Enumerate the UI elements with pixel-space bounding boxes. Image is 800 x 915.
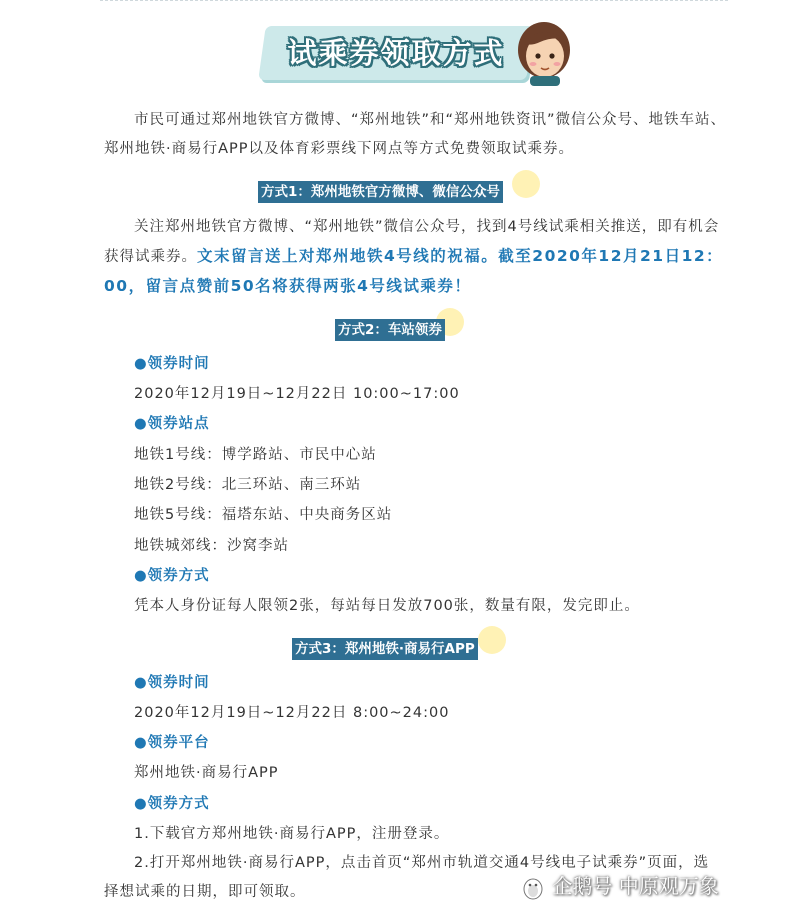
watermark (520, 872, 719, 900)
method1-paragraph (104, 213, 728, 302)
top-divider (100, 0, 728, 3)
page-title: 试乘券领取方式 (287, 36, 505, 70)
method3-step-2: 2.打开郑州地铁·商易行APP，点击首页“郑州市轨道交通4号线电子试乘券”页面，选择想试乘的日期，即可领取。 (104, 855, 710, 900)
method3-platform-value: 郑州地铁·商易行APP (134, 765, 279, 781)
method1-text: 关注郑州地铁官方微博、“郑州地铁”微信公众号，找到4号线试乘相关推送，即有机会获得试乘券。 (104, 219, 720, 265)
method2-time-value: 2020年12月19日~12月22日 10:00~17:00 (134, 386, 460, 402)
penguin-logo-icon (520, 875, 546, 901)
method3-way-label: ●领券方式 (134, 796, 210, 812)
highlight-dot (478, 626, 506, 654)
method2-time-label: ●领券时间 (134, 356, 210, 372)
station-line-item: 地铁5号线：福塔东站、中央商务区站 (134, 507, 393, 523)
intro-paragraph: 市民可通过郑州地铁官方微博、“郑州地铁”和“郑州地铁资讯”微信公众号、地铁车站、郑州地铁·商易行APP以及体育彩票线下网点等方式免费领取试乘券。 (104, 112, 727, 157)
method3-time-value: 2020年12月19日~12月22日 8:00~24:00 (134, 705, 450, 721)
station-line-item: 地铁城郊线：沙窝李站 (134, 538, 289, 554)
method2-way-value: 凭本人身份证每人限领2张，每站每日发放700张，数量有限，发完即止。 (134, 598, 640, 614)
method3-step-1: 1.下载官方郑州地铁·商易行APP，注册登录。 (134, 826, 450, 842)
section-heading-method2: 方式2：车站领券 (335, 319, 445, 341)
section-heading-method1: 方式1：郑州地铁官方微博、微信公众号 (258, 181, 503, 203)
section-heading-method3: 方式3：郑州地铁·商易行APP (292, 638, 478, 660)
highlight-dot (512, 170, 540, 198)
mascot-avatar-icon (510, 16, 576, 86)
watermark-text: 企鹅号 中原观万象 (552, 874, 719, 898)
station-line-item: 地铁2号线：北三环站、南三环站 (134, 477, 362, 493)
method1-highlight: 文末留言送上对郑州地铁4号线的祝福。截至2020年12月21日12：00，留言点赞前50名将获得两张4号线试乘券！ (104, 247, 724, 295)
method2-way-label: ●领券方式 (134, 568, 210, 584)
method3-platform-label: ●领券平台 (134, 735, 210, 751)
method2-stations-label: ●领券站点 (134, 416, 210, 432)
method3-time-label: ●领券时间 (134, 675, 210, 691)
station-line-item: 地铁1号线：博学路站、市民中心站 (134, 447, 377, 463)
